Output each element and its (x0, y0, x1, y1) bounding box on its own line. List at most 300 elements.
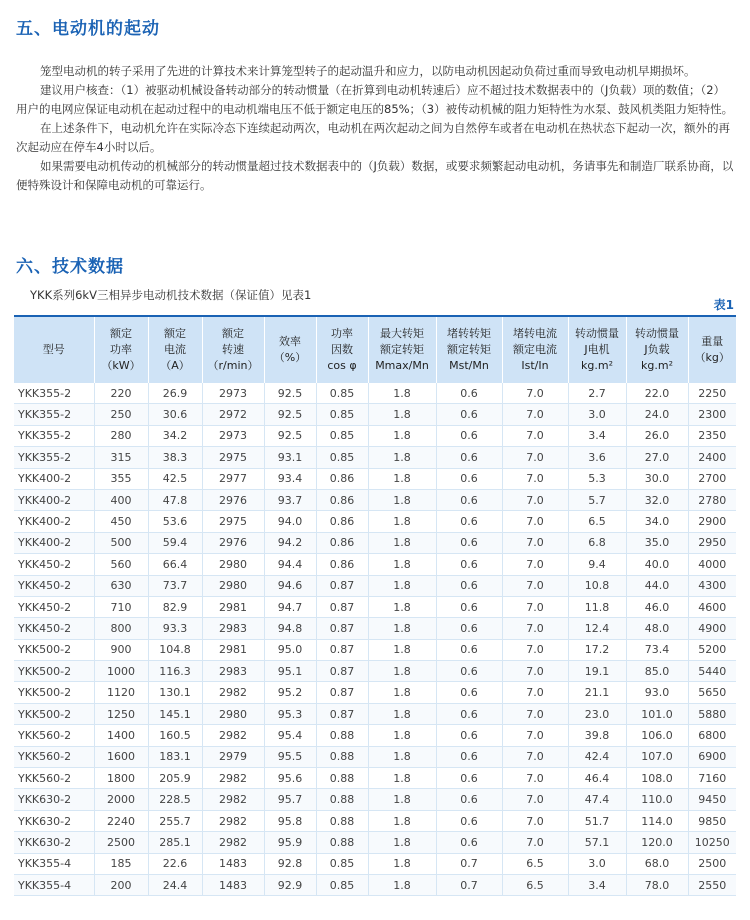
table-cell: 0.85 (316, 404, 368, 425)
table-cell: 2700 (688, 468, 736, 489)
table-row (14, 618, 736, 639)
table-cell: 0.6 (436, 768, 502, 789)
table-cell: 7.0 (502, 447, 568, 468)
table-cell: 120.0 (626, 832, 688, 853)
model-cell: YKK560-2 (14, 746, 94, 767)
table-cell: 0.86 (316, 532, 368, 553)
table-cell: 7.0 (502, 682, 568, 703)
column-header-line: （r/min） (207, 359, 259, 372)
table-cell: 7.0 (502, 661, 568, 682)
column-header-line: 转动惯量 (575, 327, 619, 340)
column-header-line: （A） (160, 359, 190, 372)
table-cell: 82.9 (148, 596, 202, 617)
table-cell: 0.6 (436, 489, 502, 510)
table-cell: 0.7 (436, 874, 502, 895)
table-number-label: 表1 (713, 298, 734, 312)
table-cell: 7.0 (502, 703, 568, 724)
table-cell: 5880 (688, 703, 736, 724)
column-header-line: kg.m² (641, 359, 673, 372)
table-cell: 2983 (202, 618, 264, 639)
table-cell: 7.0 (502, 489, 568, 510)
model-cell: YKK400-2 (14, 511, 94, 532)
table-cell: 7.0 (502, 532, 568, 553)
table-cell: 0.6 (436, 532, 502, 553)
table-cell: 2982 (202, 682, 264, 703)
table-row (14, 425, 736, 446)
table-cell: 108.0 (626, 768, 688, 789)
table-cell: 2977 (202, 468, 264, 489)
table-cell: 46.4 (568, 768, 626, 789)
model-cell: YKK400-2 (14, 489, 94, 510)
table-cell: 66.4 (148, 554, 202, 575)
table-cell: 12.4 (568, 618, 626, 639)
model-cell: YKK355-2 (14, 447, 94, 468)
column-header-line: 转速 (222, 343, 244, 356)
table-cell: 46.0 (626, 596, 688, 617)
table-cell: 0.85 (316, 447, 368, 468)
table-cell: 68.0 (626, 853, 688, 874)
table-cell: 0.86 (316, 554, 368, 575)
table-cell: 106.0 (626, 725, 688, 746)
table-cell: 1.8 (368, 661, 436, 682)
table-row (14, 832, 736, 853)
table-cell: 0.6 (436, 618, 502, 639)
table-cell: 23.0 (568, 703, 626, 724)
section-6-title: 六、技术数据 (16, 257, 124, 277)
table-cell: 3.4 (568, 425, 626, 446)
table-cell: 1.8 (368, 383, 436, 404)
paragraph: 笼型电动机的转子采用了先进的计算技术来计算笼型转子的起动温升和应力，以防电动机因起动负荷过重而导致电动机早期损坏。 (40, 64, 696, 78)
table-cell: 7.0 (502, 383, 568, 404)
table-cell: 5440 (688, 661, 736, 682)
table-cell: 9450 (688, 789, 736, 810)
table-cell: 10.8 (568, 575, 626, 596)
table-cell: 2250 (688, 383, 736, 404)
table-cell: 1.8 (368, 810, 436, 831)
table-cell: 48.0 (626, 618, 688, 639)
table-cell: 2973 (202, 383, 264, 404)
table-cell: 1.8 (368, 554, 436, 575)
paragraph: 在上述条件下，电动机允许在实际冷态下连续起动两次，电动机在两次起动之间为自然停车或者在电动机在热状态下起动一次，额外的再次起动应在停车4小时以后。 (16, 121, 730, 154)
table-cell: 2.7 (568, 383, 626, 404)
table-cell: 0.85 (316, 853, 368, 874)
column-header (148, 317, 202, 383)
column-header (264, 317, 316, 383)
table-cell: 5.3 (568, 468, 626, 489)
column-header-line: Mmax/Mn (375, 359, 429, 372)
table-row (14, 554, 736, 575)
table-cell: 34.2 (148, 425, 202, 446)
table-cell: 92.5 (264, 383, 316, 404)
table-cell: 0.6 (436, 404, 502, 425)
column-header-line: 额定 (222, 327, 244, 340)
table-cell: 145.1 (148, 703, 202, 724)
table-cell: 1.8 (368, 468, 436, 489)
table-cell: 205.9 (148, 768, 202, 789)
table-cell: 7.0 (502, 511, 568, 532)
model-cell: YKK500-2 (14, 639, 94, 660)
table-cell: 130.1 (148, 682, 202, 703)
table-cell: 1.8 (368, 425, 436, 446)
table-cell: 2980 (202, 575, 264, 596)
model-cell: YKK630-2 (14, 789, 94, 810)
table-cell: 1.8 (368, 746, 436, 767)
column-header-line: 堵转电流 (513, 327, 557, 340)
table-cell: 1.8 (368, 703, 436, 724)
table-cell: 1.8 (368, 575, 436, 596)
table-cell: 1.8 (368, 447, 436, 468)
model-cell: YKK560-2 (14, 768, 94, 789)
table-cell: 400 (94, 489, 148, 510)
column-header-line: 重量 (701, 335, 724, 348)
table-cell: 0.87 (316, 682, 368, 703)
table-cell: 0.87 (316, 661, 368, 682)
table-cell: 85.0 (626, 661, 688, 682)
table-cell: 1.8 (368, 789, 436, 810)
model-cell: YKK450-2 (14, 596, 94, 617)
column-header (368, 317, 436, 383)
table-cell: 22.0 (626, 383, 688, 404)
table-cell: 0.86 (316, 489, 368, 510)
table-cell: 1.8 (368, 768, 436, 789)
column-header-line: J电机 (584, 343, 610, 356)
table-cell: 51.7 (568, 810, 626, 831)
table-cell: 0.87 (316, 703, 368, 724)
table-row (14, 404, 736, 425)
table-cell: 11.8 (568, 596, 626, 617)
column-header-line: kg.m² (581, 359, 613, 372)
table-cell: 1.8 (368, 404, 436, 425)
table-cell: 1483 (202, 874, 264, 895)
table-cell: 0.6 (436, 746, 502, 767)
table-cell: 95.1 (264, 661, 316, 682)
table-cell: 0.6 (436, 596, 502, 617)
table-cell: 92.9 (264, 874, 316, 895)
column-header (202, 317, 264, 383)
technical-data-table (14, 317, 736, 896)
table-cell: 95.4 (264, 725, 316, 746)
table-cell: 2976 (202, 532, 264, 553)
table-cell: 0.86 (316, 511, 368, 532)
model-cell: YKK355-2 (14, 383, 94, 404)
table-body (14, 383, 736, 896)
table-cell: 2982 (202, 810, 264, 831)
table-cell: 34.0 (626, 511, 688, 532)
table-cell: 24.0 (626, 404, 688, 425)
table-cell: 0.88 (316, 810, 368, 831)
paragraph: 如果需要电动机传动的机械部分的转动惯量超过技术数据表中的（J负载）数据，或要求频繁起动电动机，务请事先和制造厂联系协商，以便特殊设计和保障电动机的可靠运行。 (16, 159, 734, 192)
table-cell: 2973 (202, 425, 264, 446)
column-header-line: （kW） (101, 359, 141, 372)
table-cell: 2980 (202, 703, 264, 724)
table-cell: 42.4 (568, 746, 626, 767)
table-cell: 4300 (688, 575, 736, 596)
table-cell: 7.0 (502, 596, 568, 617)
table-cell: 93.4 (264, 468, 316, 489)
table-cell: 183.1 (148, 746, 202, 767)
table-cell: 1600 (94, 746, 148, 767)
table-cell: 5.7 (568, 489, 626, 510)
table-cell: 95.7 (264, 789, 316, 810)
table-cell: 2300 (688, 404, 736, 425)
table-cell: 560 (94, 554, 148, 575)
column-header-line: 功率 (110, 343, 132, 356)
table-cell: 2000 (94, 789, 148, 810)
table-cell: 7160 (688, 768, 736, 789)
table-cell: 255.7 (148, 810, 202, 831)
table-cell: 0.6 (436, 789, 502, 810)
table-cell: 0.88 (316, 789, 368, 810)
table-cell: 0.6 (436, 575, 502, 596)
model-cell: YKK400-2 (14, 532, 94, 553)
table-cell: 200 (94, 874, 148, 895)
table-cell: 1000 (94, 661, 148, 682)
table-cell: 1483 (202, 853, 264, 874)
table-cell: 95.9 (264, 832, 316, 853)
table-cell: 2400 (688, 447, 736, 468)
table-cell: 116.3 (148, 661, 202, 682)
table-cell: 2979 (202, 746, 264, 767)
table-row (14, 746, 736, 767)
table-cell: 6.5 (502, 874, 568, 895)
table-row (14, 874, 736, 895)
table-cell: 2981 (202, 639, 264, 660)
model-cell: YKK355-4 (14, 874, 94, 895)
table-cell: 94.6 (264, 575, 316, 596)
table-cell: 2550 (688, 874, 736, 895)
table-cell: 6900 (688, 746, 736, 767)
column-header-line: 效率 (279, 335, 301, 348)
table-cell: 7.0 (502, 810, 568, 831)
column-header (688, 317, 736, 383)
table-cell: 95.5 (264, 746, 316, 767)
table-cell: 95.8 (264, 810, 316, 831)
table-cell: 2981 (202, 596, 264, 617)
column-header-line: 最大转矩 (380, 327, 424, 340)
table-cell: 0.7 (436, 853, 502, 874)
table-cell: 5650 (688, 682, 736, 703)
table-cell: 0.6 (436, 725, 502, 746)
table-cell: 0.6 (436, 554, 502, 575)
table-cell: 114.0 (626, 810, 688, 831)
table-cell: 7.0 (502, 832, 568, 853)
table-cell: 42.5 (148, 468, 202, 489)
table-cell: 73.7 (148, 575, 202, 596)
column-header (14, 317, 94, 383)
table-cell: 1.8 (368, 489, 436, 510)
model-cell: YKK450-2 (14, 575, 94, 596)
table-cell: 7.0 (502, 468, 568, 489)
column-header-line: 堵转转矩 (447, 327, 491, 340)
table-cell: 32.0 (626, 489, 688, 510)
table-cell: 110.0 (626, 789, 688, 810)
column-header-line: 额定转矩 (447, 343, 491, 356)
table-cell: 1.8 (368, 639, 436, 660)
table-cell: 285.1 (148, 832, 202, 853)
table-cell: 10250 (688, 832, 736, 853)
table-cell: 2975 (202, 511, 264, 532)
column-header (568, 317, 626, 383)
table-row (14, 383, 736, 404)
table-cell: 3.6 (568, 447, 626, 468)
table-cell: 0.6 (436, 832, 502, 853)
table-cell: 0.6 (436, 810, 502, 831)
table-cell: 27.0 (626, 447, 688, 468)
table-cell: 500 (94, 532, 148, 553)
column-header (502, 317, 568, 383)
table-cell: 1250 (94, 703, 148, 724)
table-cell: 0.88 (316, 746, 368, 767)
table-cell: 7.0 (502, 639, 568, 660)
table-cell: 250 (94, 404, 148, 425)
model-cell: YKK355-2 (14, 404, 94, 425)
table-cell: 95.2 (264, 682, 316, 703)
table-cell: 95.6 (264, 768, 316, 789)
table-cell: 6.5 (568, 511, 626, 532)
technical-data-table-wrapper (14, 315, 736, 896)
paragraph: 建议用户核查：（1）被驱动机械设备转动部分的转动惯量（在折算到电动机转速后）应不超过技术数据表中的（J负载）项的数值；（2）用户的电网应保证电动机在起动过程中的电动机端电压不低于额定电压的85%；（3）被传动机械的阻力矩特性为水泵、鼓风机类阻力矩特性。 (16, 83, 734, 116)
table-cell: 94.2 (264, 532, 316, 553)
table-cell: 220 (94, 383, 148, 404)
table-cell: 44.0 (626, 575, 688, 596)
column-header-line: J负载 (644, 343, 670, 356)
table-cell: 94.8 (264, 618, 316, 639)
table-cell: 1.8 (368, 682, 436, 703)
column-header-line: Ist/In (521, 359, 549, 372)
table-cell: 40.0 (626, 554, 688, 575)
table-cell: 7.0 (502, 425, 568, 446)
table-cell: 0.85 (316, 383, 368, 404)
table-cell: 0.87 (316, 575, 368, 596)
table-cell: 228.5 (148, 789, 202, 810)
column-header-line: （%） (273, 351, 307, 364)
table-cell: 3.0 (568, 404, 626, 425)
table-cell: 21.1 (568, 682, 626, 703)
model-cell: YKK630-2 (14, 810, 94, 831)
table-cell: 7.0 (502, 789, 568, 810)
table-cell: 93.7 (264, 489, 316, 510)
table-cell: 30.6 (148, 404, 202, 425)
table-cell: 94.4 (264, 554, 316, 575)
model-cell: YKK400-2 (14, 468, 94, 489)
table-header-row (14, 317, 736, 383)
table-cell: 9850 (688, 810, 736, 831)
table-cell: 1.8 (368, 832, 436, 853)
model-cell: YKK500-2 (14, 682, 94, 703)
table-cell: 7.0 (502, 554, 568, 575)
table-cell: 2983 (202, 661, 264, 682)
table-cell: 450 (94, 511, 148, 532)
table-cell: 1800 (94, 768, 148, 789)
table-cell: 710 (94, 596, 148, 617)
column-header (436, 317, 502, 383)
table-cell: 2900 (688, 511, 736, 532)
table-cell: 160.5 (148, 725, 202, 746)
table-cell: 6800 (688, 725, 736, 746)
table-cell: 0.6 (436, 447, 502, 468)
column-header-line: 额定 (164, 327, 186, 340)
table-cell: 0.86 (316, 468, 368, 489)
table-cell: 0.6 (436, 383, 502, 404)
table-cell: 4000 (688, 554, 736, 575)
table-cell: 630 (94, 575, 148, 596)
table-cell: 0.88 (316, 832, 368, 853)
table-cell: 47.4 (568, 789, 626, 810)
table-cell: 1.8 (368, 618, 436, 639)
table-cell: 2780 (688, 489, 736, 510)
table-cell: 22.6 (148, 853, 202, 874)
column-header-line: cos φ (327, 359, 357, 372)
table-cell: 3.4 (568, 874, 626, 895)
table-row (14, 853, 736, 874)
table-cell: 6.8 (568, 532, 626, 553)
table-cell: 7.0 (502, 618, 568, 639)
column-header (94, 317, 148, 383)
table-cell: 1.8 (368, 511, 436, 532)
table-cell: 0.6 (436, 639, 502, 660)
table-cell: 95.3 (264, 703, 316, 724)
table-cell: 1120 (94, 682, 148, 703)
table-cell: 107.0 (626, 746, 688, 767)
model-cell: YKK630-2 (14, 832, 94, 853)
section-5-title: 五、电动机的起动 (16, 19, 160, 39)
table-cell: 2240 (94, 810, 148, 831)
table-cell: 94.0 (264, 511, 316, 532)
table-cell: 30.0 (626, 468, 688, 489)
table-row (14, 682, 736, 703)
table-cell: 4600 (688, 596, 736, 617)
table-cell: 2982 (202, 789, 264, 810)
table-row (14, 810, 736, 831)
table-cell: 1.8 (368, 874, 436, 895)
table-cell: 1.8 (368, 596, 436, 617)
table-cell: 0.87 (316, 596, 368, 617)
table-row (14, 703, 736, 724)
column-header-line: 额定 (110, 327, 132, 340)
column-header-line: 转动惯量 (635, 327, 679, 340)
table-cell: 0.6 (436, 425, 502, 446)
table-cell: 2975 (202, 447, 264, 468)
table-cell: 17.2 (568, 639, 626, 660)
table-cell: 7.0 (502, 725, 568, 746)
column-header-line: 额定转矩 (380, 343, 424, 356)
table-cell: 9.4 (568, 554, 626, 575)
table-row (14, 725, 736, 746)
table-cell: 900 (94, 639, 148, 660)
model-cell: YKK500-2 (14, 703, 94, 724)
table-row (14, 447, 736, 468)
column-header-line: 型号 (42, 343, 65, 356)
column-header (316, 317, 368, 383)
table-cell: 0.6 (436, 468, 502, 489)
table-cell: 59.4 (148, 532, 202, 553)
table-cell: 26.9 (148, 383, 202, 404)
table-caption: YKK系列6kV三相异步电动机技术数据（保证值）见表1 (30, 288, 312, 302)
table-row (14, 596, 736, 617)
table-cell: 53.6 (148, 511, 202, 532)
table-cell: 101.0 (626, 703, 688, 724)
table-row (14, 532, 736, 553)
table-cell: 92.5 (264, 425, 316, 446)
table-cell: 0.6 (436, 703, 502, 724)
table-row (14, 768, 736, 789)
table-cell: 6.5 (502, 853, 568, 874)
table-cell: 94.7 (264, 596, 316, 617)
table-cell: 93.3 (148, 618, 202, 639)
table-cell: 1.8 (368, 853, 436, 874)
table-row (14, 639, 736, 660)
table-cell: 73.4 (626, 639, 688, 660)
